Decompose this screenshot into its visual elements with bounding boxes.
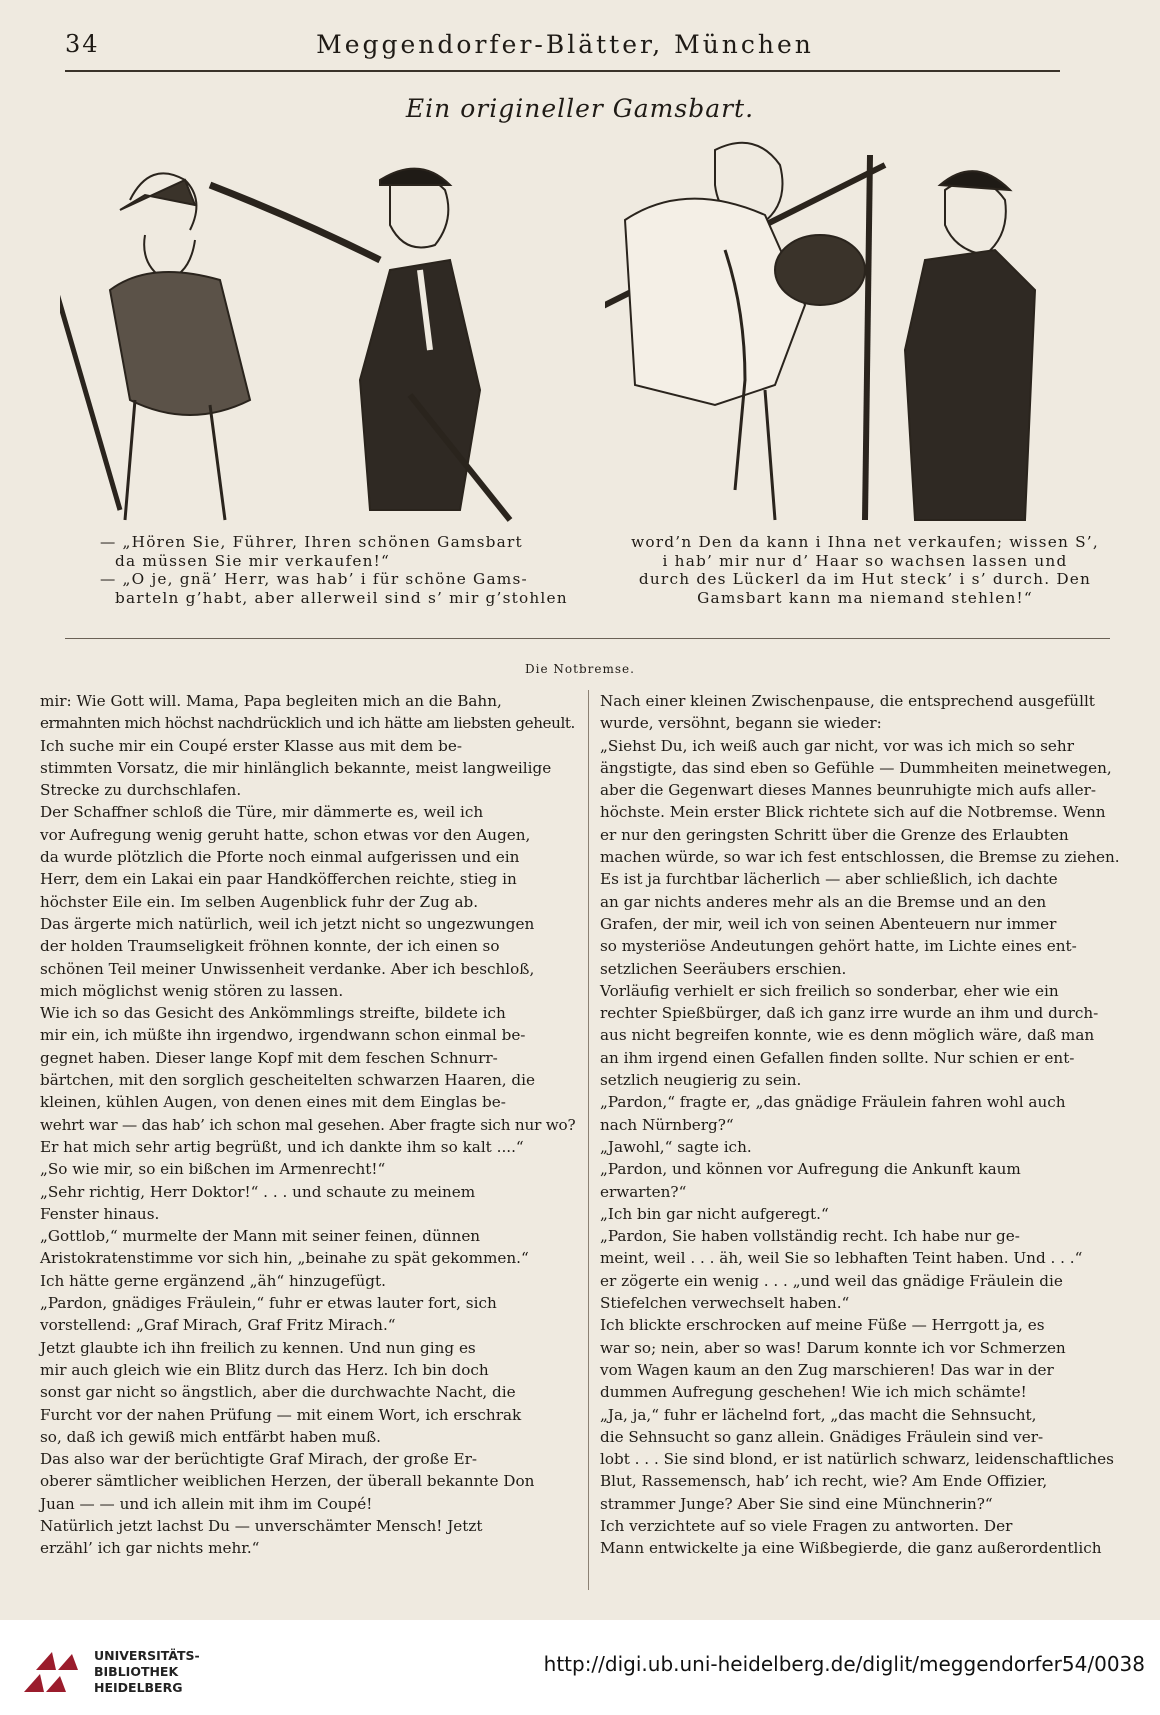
article-line: Das ärgerte mich natürlich, weil ich jetzt nicht so ungezwungen	[40, 914, 535, 933]
article-line: Der Schaffner schloß die Türe, mir dämmerte es, weil ich	[40, 803, 484, 822]
article-line: war so; nein, aber so was! Darum konnte ich vor Schmerzen	[600, 1338, 1066, 1357]
article-line: Ich suche mir ein Coupé erster Klasse aus mit dem be-	[40, 736, 462, 755]
article-line: „Pardon, gnädiges Fräulein,“ fuhr er etwas lauter fort, sich	[40, 1294, 497, 1313]
article-line: er nur den geringsten Schritt über die Grenze des Erlaubten	[600, 825, 1069, 844]
caption-line: barteln g’habt, aber allerweil sind s’ mir g’stohlen	[115, 588, 568, 607]
article-line: Furcht vor der nahen Prüfung — mit einem Wort, ich erschrak	[40, 1405, 522, 1424]
article-line: „Sehr richtig, Herr Doktor!“ . . . und schaute zu meinem	[40, 1182, 476, 1201]
logo-line: BIBLIOTHEK	[94, 1664, 179, 1679]
article-line: setzlichen Seeräubers erschien.	[600, 959, 847, 978]
article-line: mich möglichst wenig stören zu lassen.	[40, 981, 344, 1000]
article-line: lobt . . . Sie sind blond, er ist natürlich schwarz, leidenschaftliches	[600, 1450, 1114, 1469]
article-line: höchste. Mein erster Blick richtete sich auf die Notbremse. Wenn	[600, 803, 1106, 822]
article-line: an ihm irgend einen Gefallen finden sollte. Nur schien er ent-	[600, 1048, 1075, 1067]
article-line: Mann entwickelte ja eine Wißbegierde, die ganz außerordentlich	[600, 1539, 1102, 1558]
article-line: die Sehnsucht so ganz allein. Gnädiges Fräulein sind ver-	[600, 1427, 1044, 1446]
article-line: Es ist ja furchtbar lächerlich — aber schließlich, ich dachte	[600, 870, 1058, 889]
caption-line: i hab’ mir nur d’ Haar so wachsen lassen und	[662, 551, 1068, 570]
article-line: Fenster hinaus.	[40, 1204, 160, 1223]
article-line: so mysteriöse Andeutungen gehört hatte, im Lichte eines ent-	[600, 937, 1077, 956]
article-line: sonst gar nicht so ängstlich, aber die durchwachte Nacht, die	[40, 1383, 516, 1402]
article-line: Herr, dem ein Lakai ein paar Handköfferchen reichte, stieg in	[40, 870, 517, 889]
article-line: „So wie mir, so ein bißchen im Armenrecht!“	[40, 1160, 386, 1179]
article-line: Ich hätte gerne ergänzend „äh“ hinzugefügt.	[40, 1271, 386, 1290]
article-line: Natürlich jetzt lachst Du — unverschämter Mensch! Jetzt	[40, 1516, 483, 1535]
article-line: mir ein, ich müßte ihn irgendwo, irgendwann schon einmal be-	[40, 1026, 526, 1045]
article-line: höchster Eile ein. Im selben Augenblick fuhr der Zug ab.	[40, 892, 479, 911]
article-line: Ich blickte erschrocken auf meine Füße — Herrgott ja, es	[600, 1316, 1045, 1335]
article-line: rechter Spießbürger, daß ich ganz irre wurde an ihm und durch-	[600, 1004, 1099, 1023]
article-line: erzähl’ ich gar nichts mehr.“	[40, 1539, 260, 1558]
caption-line: durch des Lückerl da im Hut steck’ i s’ durch. Den	[638, 570, 1092, 588]
article-line: meint, weil . . . äh, weil Sie so lebhaften Teint haben. Und . . .“	[600, 1249, 1083, 1268]
article-line: so, daß ich gewiß mich entfärbt haben muß.	[40, 1427, 381, 1446]
story-title: Die Notbremse.	[525, 662, 635, 676]
article-line: aus nicht begreifen konnte, wie es denn möglich wäre, daß man	[600, 1026, 1095, 1045]
article-line: Strecke zu durchschlafen.	[40, 781, 242, 800]
article-line: setzlich neugierig zu sein.	[600, 1071, 802, 1090]
article-line: „Ich bin gar nicht aufgeregt.“	[600, 1204, 829, 1223]
article-line: Stiefelchen verwechselt haben.“	[600, 1294, 850, 1313]
article-line: ermahnten mich höchst nachdrücklich und ich hätte am liebsten geheult.	[40, 714, 575, 733]
logo-line: HEIDELBERG	[94, 1680, 183, 1695]
journal-title: Meggendorfer-Blätter, München	[316, 30, 814, 59]
article-line: Nach einer kleinen Zwischenpause, die entsprechend ausgefüllt	[600, 692, 1095, 710]
article-line: „Gottlob,“ murmelte der Mann mit seiner feinen, dünnen	[40, 1227, 481, 1246]
article-line: vom Wagen kaum an den Zug marschieren! Das war in der	[600, 1360, 1054, 1379]
caption-line: — „Hören Sie, Führer, Ihren schönen Gamsbart	[100, 533, 523, 551]
article-line: machen würde, so war ich fest entschlossen, die Bremse zu ziehen.	[600, 848, 1120, 867]
article-line: „Ja, ja,“ fuhr er lächelnd fort, „das macht die Sehnsucht,	[600, 1405, 1037, 1424]
article-line: ängstigte, das sind eben so Gefühle — Dummheiten meinetwegen,	[600, 758, 1112, 777]
article-line: „Siehst Du, ich weiß auch gar nicht, vor was ich mich so sehr	[600, 736, 1074, 755]
article-line: er zögerte ein wenig . . . „und weil das gnädige Fräulein die	[600, 1271, 1063, 1290]
article-line: Grafen, der mir, weil ich von seinen Abenteuern nur immer	[600, 914, 1057, 933]
library-logo	[22, 1638, 232, 1703]
cartoon-illustration-right	[605, 140, 1105, 525]
library-logo-text	[94, 1648, 200, 1696]
article-line: schönen Teil meiner Unwissenheit verdanke. Aber ich beschloß,	[40, 959, 535, 978]
article-line: strammer Junge? Aber Sie sind eine Münchnerin?“	[600, 1494, 993, 1513]
article-line: erwarten?“	[600, 1182, 687, 1201]
article-line: Wie ich so das Gesicht des Ankömmlings streifte, bildete ich	[40, 1004, 506, 1023]
article-column-right	[600, 690, 1135, 1560]
source-url-link[interactable]: http://digi.ub.uni-heidelberg.de/diglit/meggendorfer54/0038	[543, 1652, 1145, 1676]
footer-bar	[0, 1620, 1160, 1715]
library-logo-icon	[22, 1644, 84, 1694]
article-line: Juan — — und ich allein mit ihm im Coupé!	[40, 1494, 373, 1513]
article-line: wurde, versöhnt, begann sie wieder:	[600, 714, 882, 733]
article-line: der holden Traumseligkeit fröhnen konnte, der ich einen so	[40, 937, 500, 956]
article-line: wehrt war — das hab’ ich schon mal gesehen. Aber fragte sich nur wo?	[40, 1115, 576, 1134]
article-line: „Pardon, Sie haben vollständig recht. Ich habe nur ge-	[600, 1227, 1020, 1246]
article-line: „Jawohl,“ sagte ich.	[600, 1137, 752, 1156]
article-line: mir auch gleich wie ein Blitz durch das Herz. Ich bin doch	[40, 1360, 489, 1379]
cartoon-caption-right	[630, 533, 1100, 607]
page-number: 34	[65, 30, 100, 58]
article-line: kleinen, kühlen Augen, von denen eines mit dem Einglas be-	[40, 1093, 506, 1112]
article-line: gegnet haben. Dieser lange Kopf mit dem feschen Schnurr-	[40, 1048, 498, 1067]
article-line: vor Aufregung wenig geruht hatte, schon etwas vor den Augen,	[40, 825, 531, 844]
article-line: oberer sämtlicher weiblichen Herzen, der überall bekannte Don	[40, 1472, 535, 1491]
header-rule	[65, 70, 1060, 72]
article-line: an gar nichts anderes mehr als an die Bremse und an den	[600, 892, 1047, 911]
article-column-left	[40, 690, 575, 1560]
caption-line: — „O je, gnä’ Herr, was hab’ i für schöne Gams-	[100, 570, 528, 588]
article-line: da wurde plötzlich die Pforte noch einmal aufgerissen und ein	[40, 848, 520, 867]
article-line: aber die Gegenwart dieses Mannes beunruhigte mich aufs aller-	[600, 781, 1097, 800]
cartoon-caption-left	[100, 533, 568, 607]
article-line: Er hat mich sehr artig begrüßt, und ich dankte ihm so kalt ....“	[40, 1137, 524, 1156]
cartoon-illustration-left	[60, 140, 560, 525]
article-line: bärtchen, mit den sorglich gescheitelten schwarzen Haaren, die	[40, 1071, 535, 1090]
caption-line: word’n Den da kann i Ihna net verkaufen; wissen S’,	[631, 533, 1099, 551]
column-divider	[588, 690, 589, 1590]
article-line: Jetzt glaubte ich ihn freilich zu kennen. Und nun ging es	[40, 1338, 476, 1357]
article-line: Ich verzichtete auf so viele Fragen zu antworten. Der	[600, 1516, 1013, 1535]
cartoon-title: Ein origineller Gamsbart.	[405, 94, 755, 123]
logo-line: UNIVERSITÄTS-	[94, 1648, 200, 1663]
article-line: „Pardon, und können vor Aufregung die Ankunft kaum	[600, 1160, 1021, 1179]
article-line: vorstellend: „Graf Mirach, Graf Fritz Mirach.“	[40, 1316, 396, 1335]
article-line: mir: Wie Gott will. Mama, Papa begleiten mich an die Bahn,	[40, 692, 502, 710]
section-divider	[65, 638, 1110, 639]
article-line: stimmten Vorsatz, die mir hinlänglich bekannte, meist langweilige	[40, 758, 552, 777]
article-line: Blut, Rassemensch, hab’ ich recht, wie? Am Ende Offizier,	[600, 1472, 1048, 1491]
article-line: Vorläufig verhielt er sich freilich so sonderbar, eher wie ein	[600, 981, 1059, 1000]
article-line: „Pardon,“ fragte er, „das gnädige Fräulein fahren wohl auch	[600, 1093, 1066, 1112]
article-line: Das also war der berüchtigte Graf Mirach, der große Er-	[40, 1450, 478, 1469]
caption-line: Gamsbart kann ma niemand stehlen!“	[697, 588, 1033, 607]
article-line: nach Nürnberg?“	[600, 1115, 734, 1134]
page-header	[65, 28, 1065, 64]
article-line: Aristokratenstimme vor sich hin, „beinahe zu spät gekommen.“	[40, 1249, 529, 1268]
caption-line: da müssen Sie mir verkaufen!“	[115, 551, 391, 570]
article-line: dummen Aufregung geschehen! Wie ich mich schämte!	[600, 1383, 1027, 1402]
